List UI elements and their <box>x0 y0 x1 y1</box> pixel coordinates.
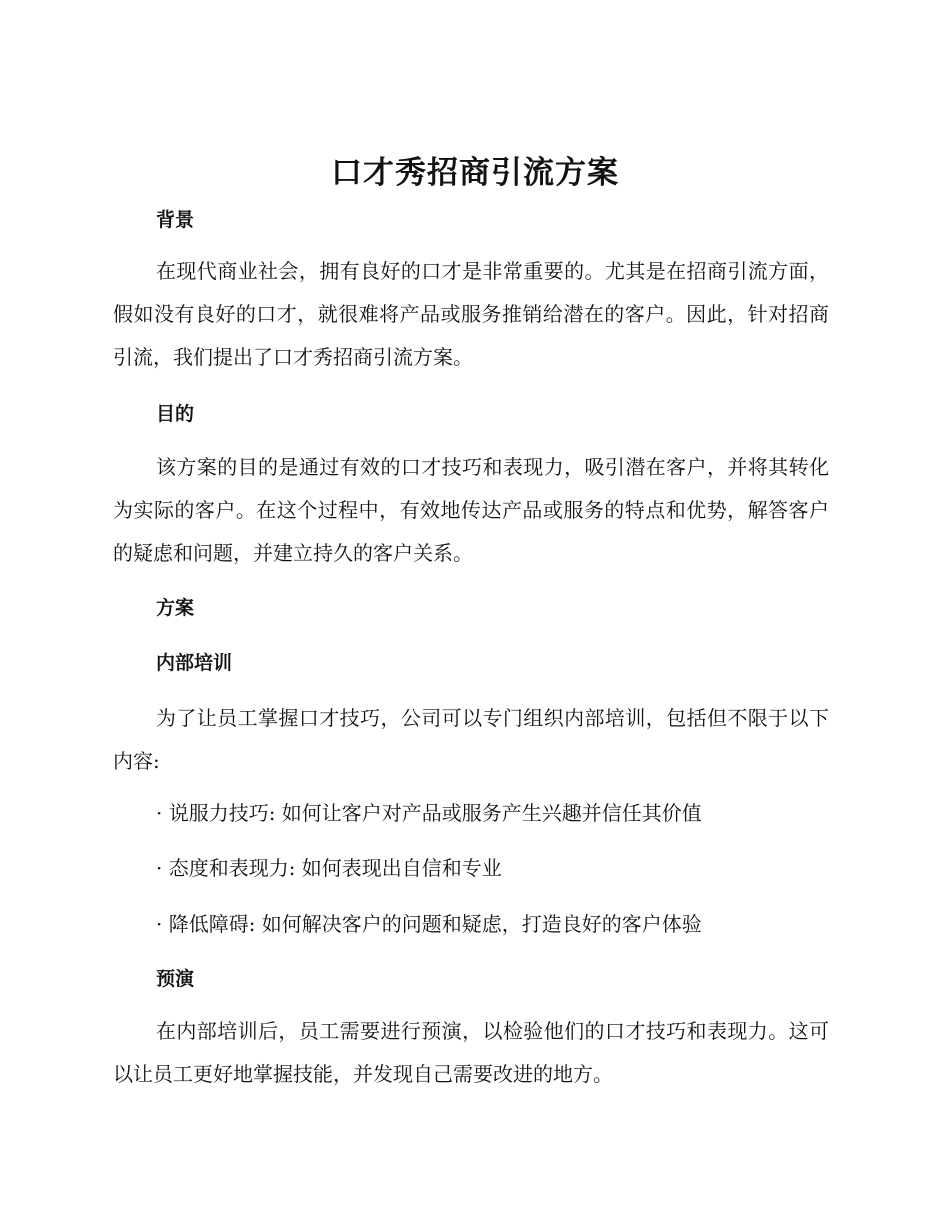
paragraph-training: 为了让员工掌握口才技巧，公司可以专门组织内部培训，包括但不限于以下内容: <box>113 706 829 773</box>
section-heading-training: 内部培训 <box>156 652 233 674</box>
section-heading-background: 背景 <box>156 209 195 231</box>
document-title: 口才秀招商引流方案 <box>331 155 619 191</box>
list-item: · 态度和表现力: 如何表现出自信和专业 <box>156 856 502 880</box>
paragraph-rehearsal: 在内部培训后，员工需要进行预演，以检验他们的口才技巧和表现力。这可以让员工更好地掌握技能，并发现自己需要改进的地方。 <box>113 1019 829 1086</box>
section-heading-purpose: 目的 <box>156 403 195 425</box>
list-item: · 降低障碍: 如何解决客户的问题和疑虑，打造良好的客户体验 <box>156 912 702 936</box>
section-heading-plan: 方案 <box>156 597 195 619</box>
section-heading-rehearsal: 预演 <box>156 968 195 990</box>
list-item: · 说服力技巧: 如何让客户对产品或服务产生兴趣并信任其价值 <box>156 801 702 825</box>
paragraph-background: 在现代商业社会，拥有良好的口才是非常重要的。尤其是在招商引流方面，假如没有良好的口才，就很难将产品或服务推销给潜在的客户。因此，针对招商引流，我们提出了口才秀招商引流方案。 <box>113 259 829 369</box>
paragraph-purpose: 该方案的目的是通过有效的口才技巧和表现力，吸引潜在客户，并将其转化为实际的客户。在这个过程中，有效地传达产品或服务的特点和优势，解答客户的疑虑和问题，并建立持久的客户关系。 <box>113 455 829 565</box>
